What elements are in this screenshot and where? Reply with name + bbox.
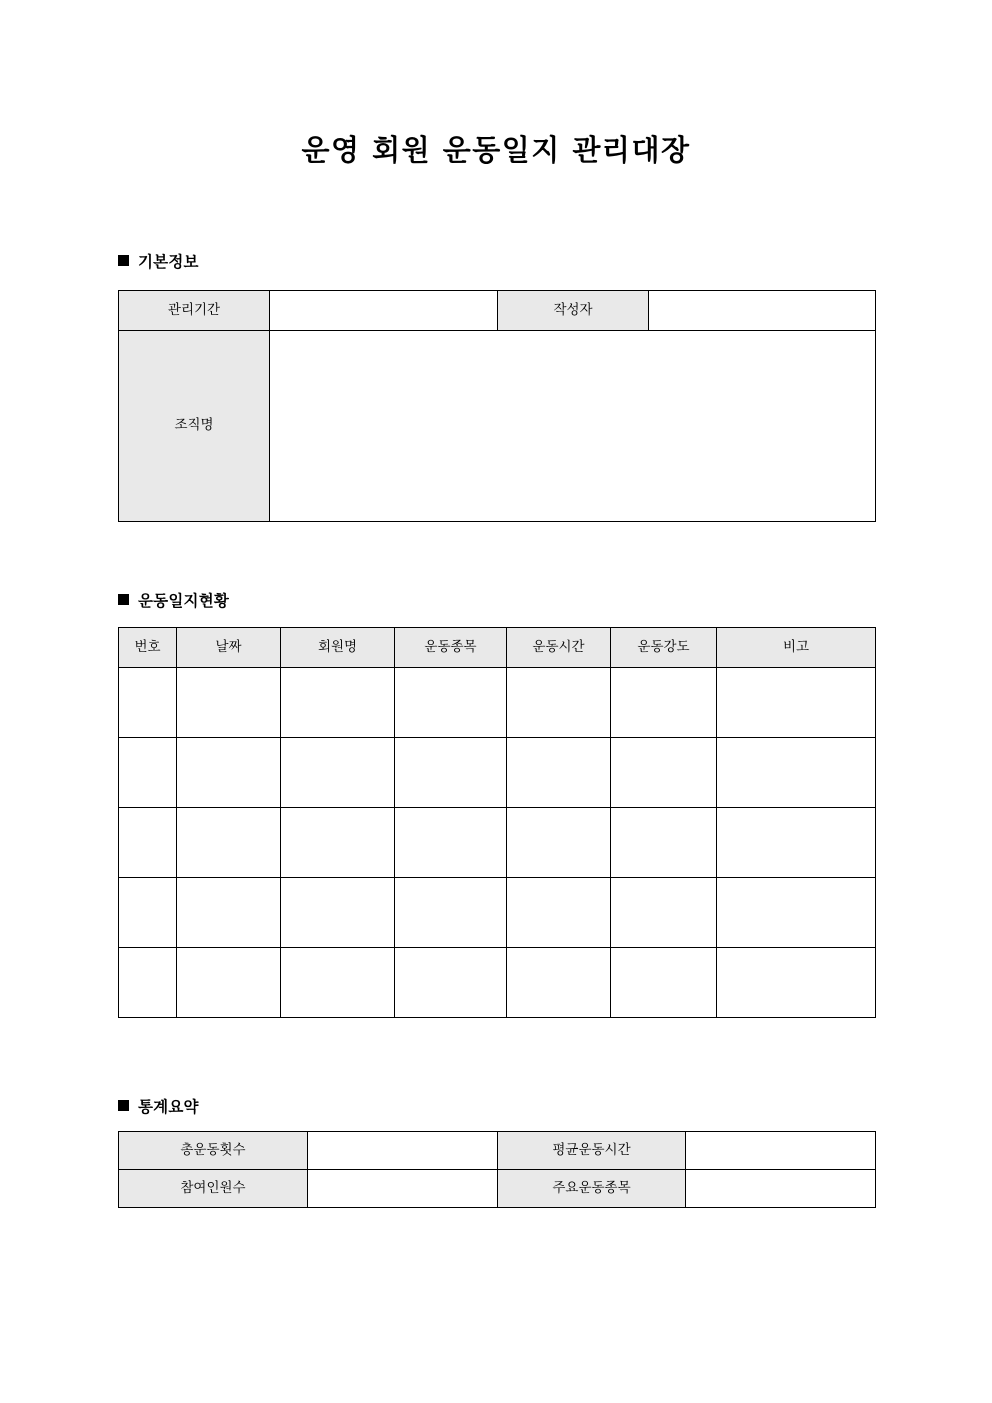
cell-remarks[interactable] (717, 738, 876, 808)
organization-label: 조직명 (119, 331, 270, 522)
cell-intensity[interactable] (611, 878, 717, 948)
cell-no[interactable] (119, 948, 177, 1018)
cell-member[interactable] (281, 738, 395, 808)
main-activity-value-field[interactable] (686, 1170, 876, 1208)
table-header-row (119, 628, 876, 668)
column-header-no: 번호 (119, 628, 177, 668)
cell-no[interactable] (119, 878, 177, 948)
cell-date[interactable] (177, 808, 281, 878)
cell-duration[interactable] (507, 738, 611, 808)
participant-count-value-field[interactable] (308, 1170, 498, 1208)
main-activity-label: 주요운동종목 (498, 1170, 686, 1208)
table-row (119, 291, 876, 331)
table-row (119, 668, 876, 738)
column-header-member: 회원명 (281, 628, 395, 668)
basic-info-table (118, 290, 876, 522)
cell-intensity[interactable] (611, 808, 717, 878)
cell-remarks[interactable] (717, 878, 876, 948)
cell-activity[interactable] (395, 738, 507, 808)
square-bullet-icon (118, 255, 129, 266)
participant-count-label: 참여인원수 (119, 1170, 308, 1208)
cell-duration[interactable] (507, 948, 611, 1018)
period-value-field[interactable] (270, 291, 498, 331)
average-duration-label: 평균운동시간 (498, 1132, 686, 1170)
section-heading-basic-info (118, 250, 199, 272)
table-row (119, 948, 876, 1018)
cell-duration[interactable] (507, 878, 611, 948)
cell-intensity[interactable] (611, 948, 717, 1018)
column-header-activity: 운동종목 (395, 628, 507, 668)
cell-member[interactable] (281, 948, 395, 1018)
total-sessions-label: 총운동횟수 (119, 1132, 308, 1170)
period-label: 관리기간 (119, 291, 270, 331)
total-sessions-value-field[interactable] (308, 1132, 498, 1170)
cell-member[interactable] (281, 878, 395, 948)
cell-date[interactable] (177, 668, 281, 738)
table-row (119, 808, 876, 878)
column-header-date: 날짜 (177, 628, 281, 668)
cell-no[interactable] (119, 808, 177, 878)
cell-activity[interactable] (395, 808, 507, 878)
cell-date[interactable] (177, 738, 281, 808)
cell-remarks[interactable] (717, 668, 876, 738)
square-bullet-icon (118, 1100, 129, 1111)
exercise-log-table (118, 627, 876, 1018)
cell-intensity[interactable] (611, 738, 717, 808)
cell-activity[interactable] (395, 948, 507, 1018)
cell-date[interactable] (177, 948, 281, 1018)
cell-no[interactable] (119, 668, 177, 738)
table-row (119, 738, 876, 808)
cell-activity[interactable] (395, 668, 507, 738)
square-bullet-icon (118, 594, 129, 605)
column-header-remarks: 비고 (717, 628, 876, 668)
table-row (119, 331, 876, 522)
cell-activity[interactable] (395, 878, 507, 948)
table-row (119, 1170, 876, 1208)
cell-remarks[interactable] (717, 808, 876, 878)
author-value-field[interactable] (649, 291, 876, 331)
section-heading-statistics-summary (118, 1095, 199, 1117)
cell-date[interactable] (177, 878, 281, 948)
section-heading-exercise-log-label: 운동일지현황 (138, 592, 230, 610)
organization-value-field[interactable] (270, 331, 876, 522)
column-header-intensity: 운동강도 (611, 628, 717, 668)
cell-duration[interactable] (507, 808, 611, 878)
cell-no[interactable] (119, 738, 177, 808)
column-header-duration: 운동시간 (507, 628, 611, 668)
average-duration-value-field[interactable] (686, 1132, 876, 1170)
author-label: 작성자 (498, 291, 649, 331)
page-title: 운영 회원 운동일지 관리대장 (301, 133, 691, 167)
statistics-summary-table (118, 1131, 876, 1208)
table-row (119, 1132, 876, 1170)
cell-duration[interactable] (507, 668, 611, 738)
cell-remarks[interactable] (717, 948, 876, 1018)
section-heading-basic-info-label: 기본정보 (138, 253, 199, 271)
table-row (119, 878, 876, 948)
cell-intensity[interactable] (611, 668, 717, 738)
section-heading-exercise-log (118, 589, 229, 611)
cell-member[interactable] (281, 808, 395, 878)
section-heading-statistics-summary-label: 통계요약 (138, 1098, 199, 1116)
cell-member[interactable] (281, 668, 395, 738)
